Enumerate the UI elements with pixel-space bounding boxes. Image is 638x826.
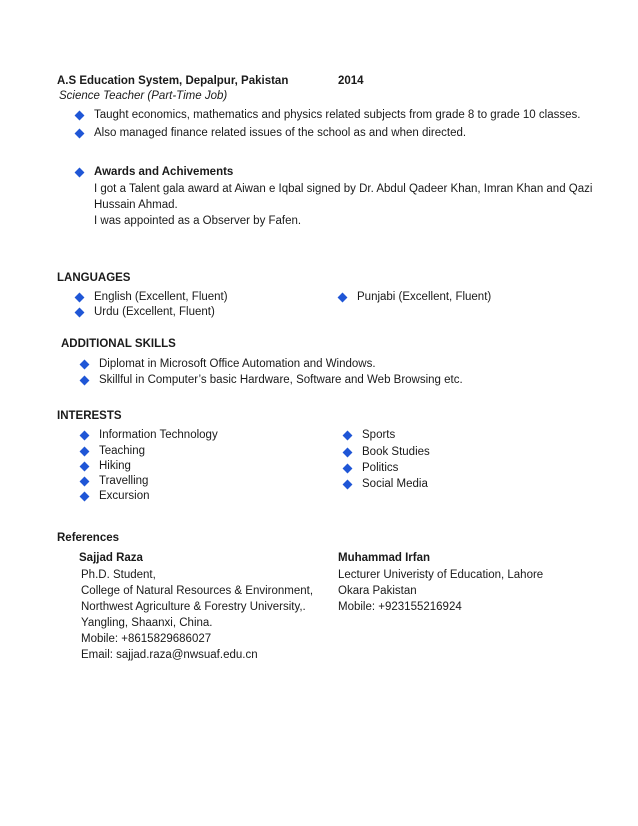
reference-phone: Mobile: +8615829686027 [81, 633, 212, 645]
reference-line: Northwest Agriculture & Forestry University,. [81, 601, 306, 613]
awards-line: I got a Talent gala award at Aiwan e Iqbal signed by Dr. Abdul Qadeer Khan, Imran Khan and Qazi [94, 183, 593, 195]
reference-line: Ph.D. Student, [81, 569, 156, 581]
bullet-icon [343, 480, 353, 490]
job-bullet: Also managed finance related issues of the school as and when directed. [94, 127, 467, 139]
interest-item: Information Technology [99, 429, 218, 441]
interest-item: Sports [362, 429, 396, 441]
interest-item: Travelling [99, 475, 149, 487]
references-heading: References [57, 532, 120, 544]
awards-line: I was appointed as a Observer by Fafen. [94, 215, 302, 227]
language-item: Urdu (Excellent, Fluent) [94, 306, 215, 318]
bullet-icon [80, 431, 90, 441]
interest-item: Social Media [362, 478, 428, 490]
bullet-icon [75, 129, 85, 139]
bullet-icon [343, 464, 353, 474]
reference-email: Email: sajjad.raza@nwsuaf.edu.cn [81, 649, 258, 661]
interest-item: Excursion [99, 490, 150, 502]
languages-heading: LANGUAGES [57, 272, 131, 284]
job-bullet: Taught economics, mathematics and physics related subjects from grade 8 to grade 10 classes. [94, 109, 581, 121]
language-item: Punjabi (Excellent, Fluent) [357, 291, 492, 303]
bullet-icon [80, 462, 90, 472]
reference-name: Sajjad Raza [79, 552, 143, 564]
bullet-icon [343, 431, 353, 441]
job-year: 2014 [338, 75, 364, 87]
bullet-icon [80, 492, 90, 502]
interest-item: Politics [362, 462, 399, 474]
bullet-icon [75, 111, 85, 121]
reference-line: College of Natural Resources & Environment, [81, 585, 314, 597]
bullet-icon [343, 448, 353, 458]
skill-item: Skillful in Computer’s basic Hardware, Software and Web Browsing etc. [99, 374, 463, 386]
interest-item: Book Studies [362, 446, 430, 458]
bullet-icon [75, 168, 85, 178]
reference-name: Muhammad Irfan [338, 552, 431, 564]
bullet-icon [80, 376, 90, 386]
job-organization: A.S Education System, Depalpur, Pakistan [57, 75, 289, 87]
bullet-icon [80, 477, 90, 487]
language-item: English (Excellent, Fluent) [94, 291, 228, 303]
interest-item: Teaching [99, 445, 146, 457]
reference-line: Yangling, Shaanxi, China. [81, 617, 213, 629]
interest-item: Hiking [99, 460, 131, 472]
bullet-icon [80, 360, 90, 370]
job-role: Science Teacher (Part-Time Job) [59, 90, 228, 102]
bullet-icon [338, 293, 348, 303]
bullet-icon [75, 308, 85, 318]
skill-item: Diplomat in Microsoft Office Automation and Windows. [99, 358, 376, 370]
bullet-icon [75, 293, 85, 303]
bullet-icon [80, 447, 90, 457]
reference-line: Lecturer Univeristy of Education, Lahore [338, 569, 544, 581]
interests-heading: INTERESTS [57, 410, 122, 422]
awards-heading: Awards and Achivements [94, 166, 234, 178]
reference-phone: Mobile: +923155216924 [338, 601, 462, 613]
skills-heading: ADDITIONAL SKILLS [61, 338, 176, 350]
reference-line: Okara Pakistan [338, 585, 417, 597]
awards-line: Hussain Ahmad. [94, 199, 178, 211]
